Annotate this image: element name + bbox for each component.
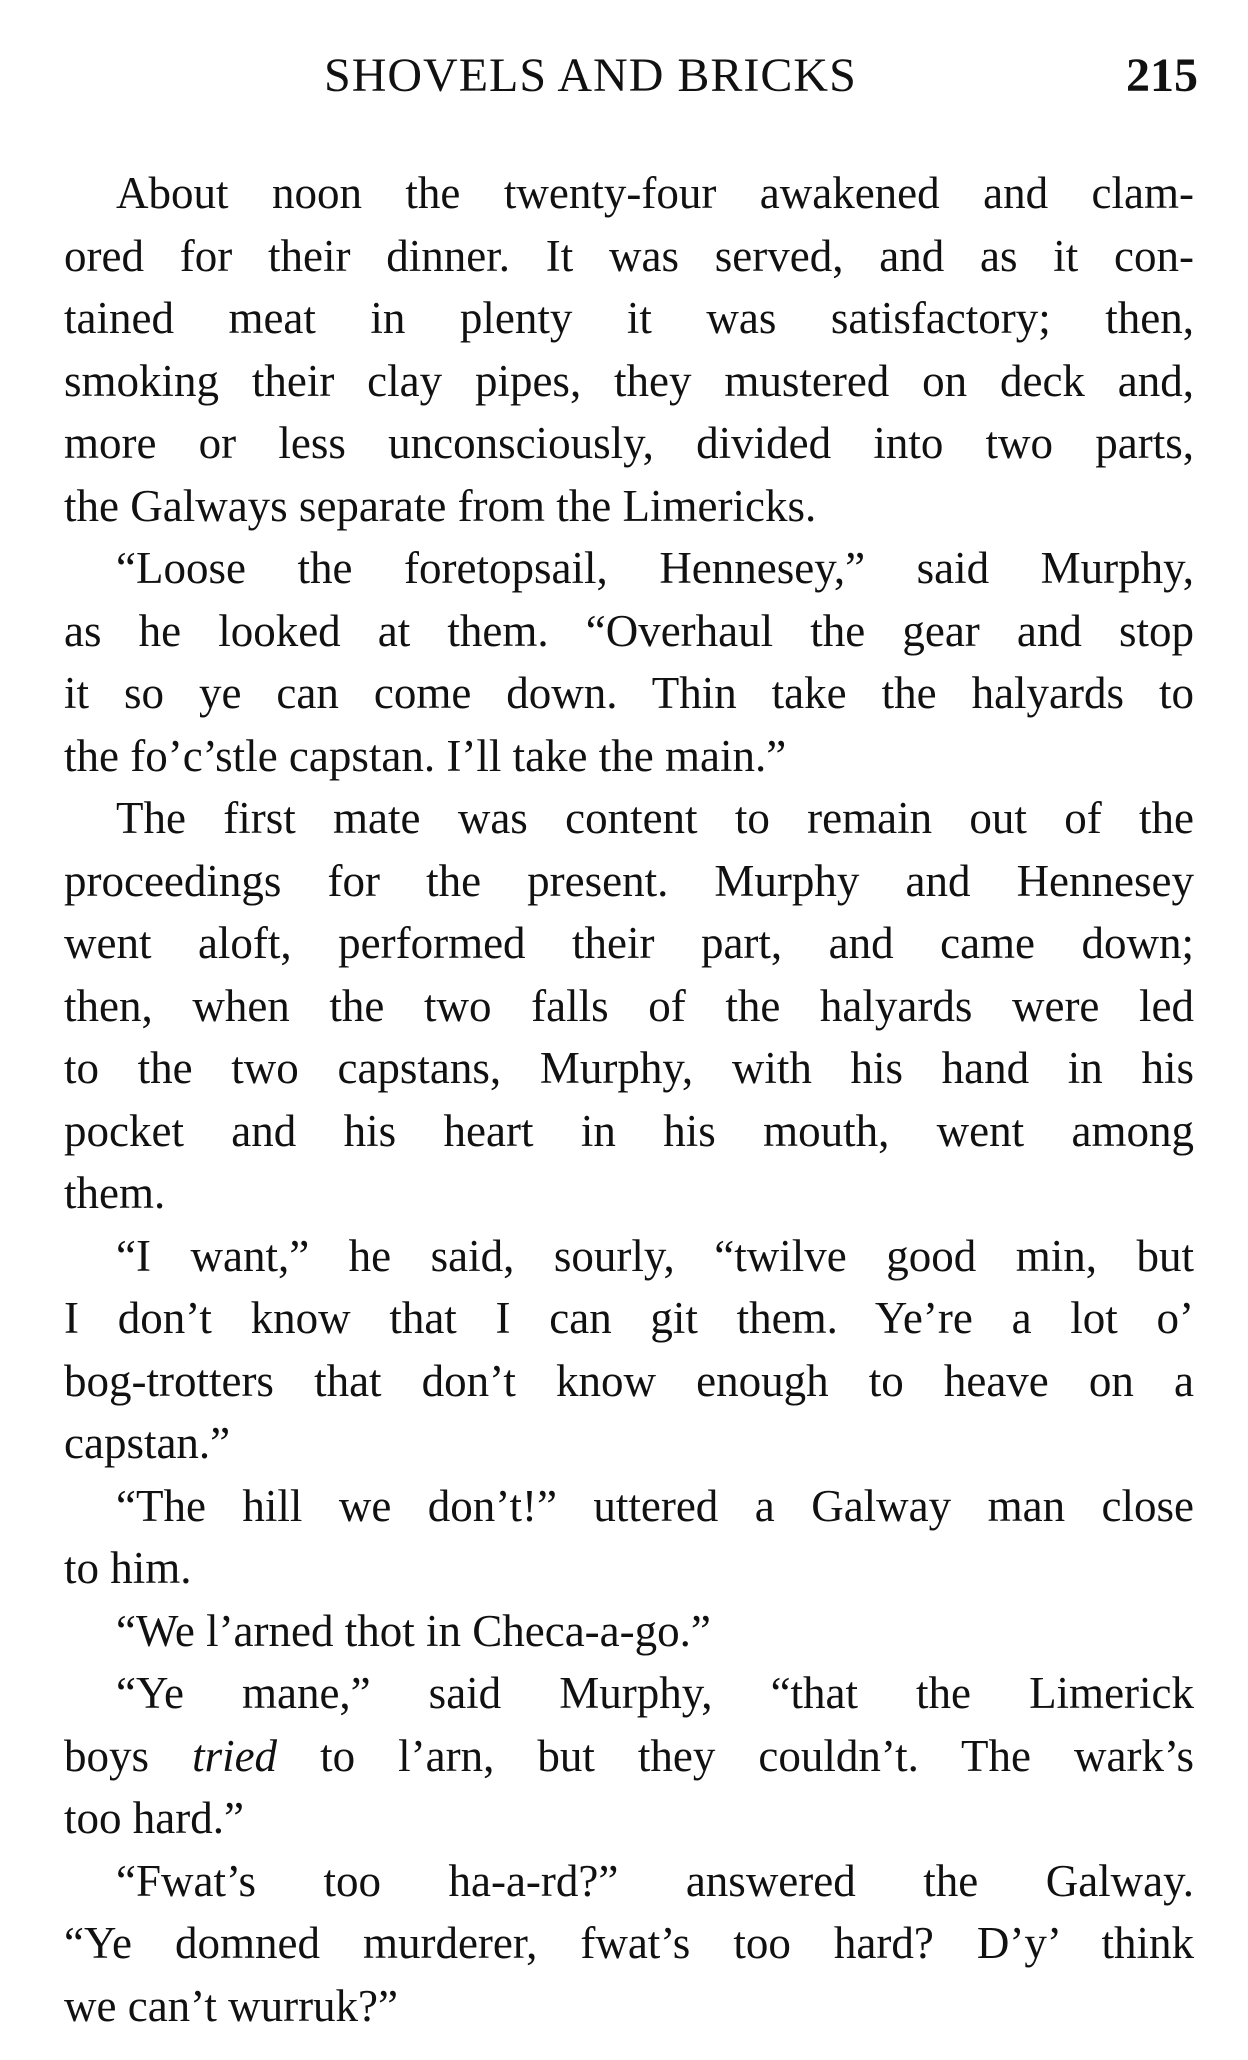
italic-word: tried — [192, 1730, 278, 1781]
text-line: to the two capstans, Murphy, with his hand in his — [64, 1043, 1194, 1093]
text-line: “We l’arned thot in Checa-a-go.” — [116, 1605, 711, 1656]
text-line: the fo’c’stle capstan. I’ll take the main.” — [64, 730, 787, 781]
text-line: pocket and his heart in his mouth, went among — [64, 1105, 1194, 1156]
text-line — [64, 1725, 1194, 1788]
text-line: the Galways separate from the Limericks. — [64, 480, 817, 531]
paragraph-3 — [64, 787, 1194, 1225]
text-line: then, when the two falls of the halyards were led — [64, 980, 1194, 1031]
text-line: “Ye mane,” said Murphy, “that the Limerick — [116, 1668, 1194, 1718]
text-line: “Fwat’s too ha-a-rd?” answered the Galway. — [116, 1855, 1194, 1906]
page-number: 215 — [1126, 49, 1198, 102]
book-page — [64, 40, 1198, 2037]
paragraph-8 — [64, 1850, 1194, 2038]
text-line: About noon the twenty-four awakened and clam- — [116, 168, 1194, 218]
text-line: “The hill we don’t!” uttered a Galway man close — [116, 1480, 1194, 1531]
body-text — [64, 162, 1194, 2037]
text-fragment: boys — [64, 1730, 193, 1781]
text-line: bog-trotters that don’t know enough to heave on a — [64, 1355, 1194, 1406]
text-fragment: to l’arn, but they couldn’t. The wark’s — [277, 1730, 1194, 1781]
paragraph-2 — [64, 537, 1194, 787]
running-title: SHOVELS AND BRICKS — [324, 49, 857, 102]
text-line: more or less unconsciously, divided into two parts, — [64, 418, 1194, 468]
text-line: tained meat in plenty it was satisfactory; then, — [64, 293, 1194, 343]
text-line: “Loose the foretopsail, Hennesey,” said Murphy, — [116, 543, 1194, 593]
text-line: we can’t wurruk?” — [64, 1980, 399, 2031]
text-line: “I want,” he said, sourly, “twilve good min, but — [116, 1230, 1194, 1281]
paragraph-5 — [64, 1475, 1194, 1600]
paragraph-1 — [64, 162, 1194, 537]
text-line: The first mate was content to remain out of the — [116, 793, 1194, 843]
paragraph-6 — [64, 1600, 1194, 1663]
text-line: I don’t know that I can git them. Ye’re a lot o’ — [64, 1293, 1194, 1343]
paragraph-4 — [64, 1225, 1194, 1475]
text-line: as he looked at them. “Overhaul the gear and stop — [64, 605, 1194, 656]
text-line: them. — [64, 1168, 166, 1218]
text-line: smoking their clay pipes, they mustered on deck and, — [64, 355, 1194, 406]
text-line: it so ye can come down. Thin take the halyards to — [64, 668, 1194, 718]
text-line: went aloft, performed their part, and came down; — [64, 918, 1194, 968]
text-line: to him. — [64, 1543, 192, 1593]
text-line: ored for their dinner. It was served, and as it con- — [64, 230, 1194, 281]
text-line: capstan.” — [64, 1418, 231, 1468]
text-line: proceedings for the present. Murphy and Hennesey — [64, 855, 1194, 906]
text-line: too hard.” — [64, 1793, 244, 1843]
paragraph-7 — [64, 1662, 1194, 1850]
text-line: “Ye domned murderer, fwat’s too hard? D’y’ think — [64, 1918, 1194, 1968]
running-head — [64, 40, 1198, 120]
